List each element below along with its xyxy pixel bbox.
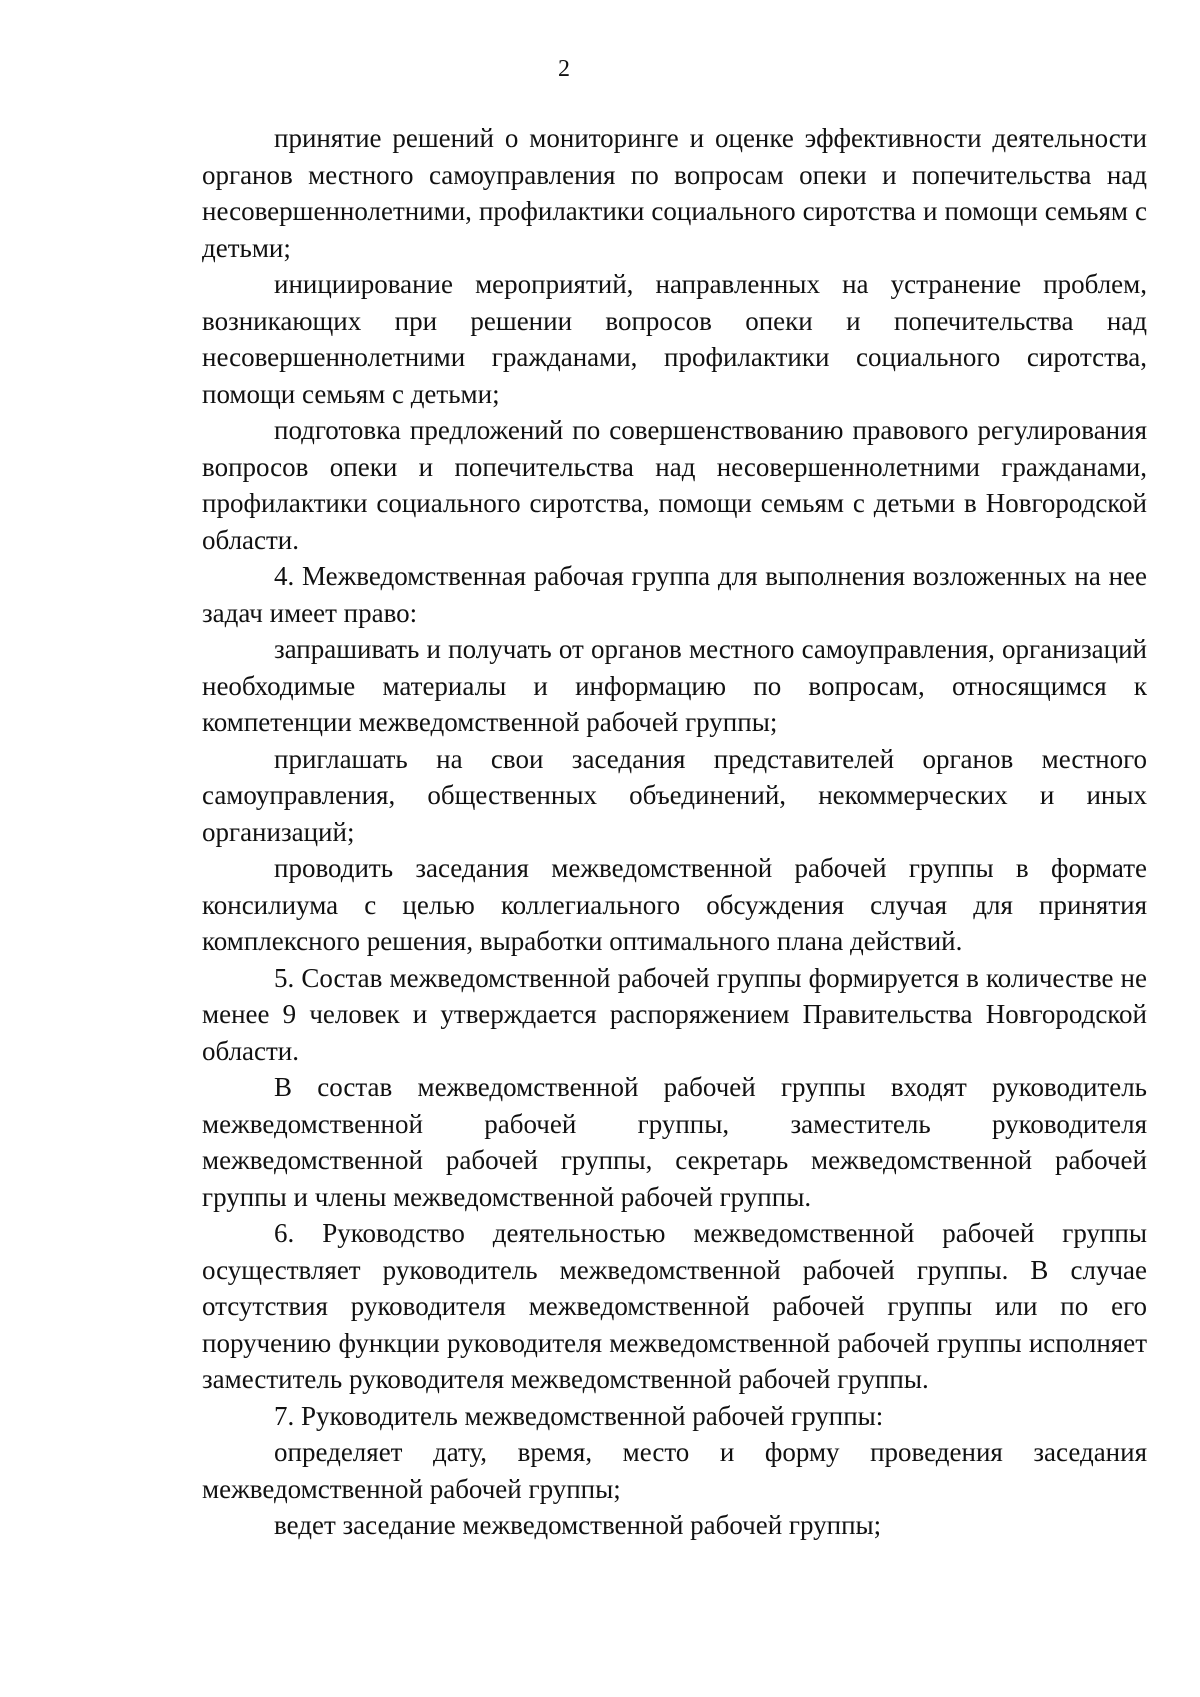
paragraph-section-7: 7. Руководитель межведомственной рабочей группы: <box>274 1400 884 1431</box>
document-body <box>202 120 1147 1544</box>
paragraph-determines-meeting: определяет дату, время, место и форму проведения заседания межведомственной рабочей группы; <box>202 1437 1147 1504</box>
paragraph-conducts-meeting: ведет заседание межведомственной рабочей группы; <box>274 1510 882 1540</box>
paragraph-invite-representatives: приглашать на свои заседания представителей органов местного самоуправления, общественных объединений, некоммерческих и иных организаций; <box>202 743 1147 847</box>
paragraph-section-4: 4. Межведомственная рабочая группа для выполнения возложенных на нее задач имеет право: <box>202 561 1147 628</box>
paragraph-request-materials: запрашивать и получать от органов местного самоуправления, организаций необходимые материалы и информацию по вопросам, относящимся к компетенции межведомственной рабочей группы; <box>202 634 1147 737</box>
paragraph-initiating-measures: инициирование мероприятий, направленных на устранение проблем, возникающих при решении вопросов опеки и попечительства над несовершеннолетними гражданами, профилактики социального сиротства, помощи семьям с детьми; <box>202 269 1147 409</box>
paragraph-preparing-proposals: подготовка предложений по совершенствованию правового регулирования вопросов опеки и попечительства над несовершеннолетними гражданами, профилактики социального сиротства, помощи семьям с детьми в Новгородской области. <box>202 415 1147 555</box>
page-number: 2 <box>558 56 570 82</box>
paragraph-group-composition: В состав межведомственной рабочей группы входят руководитель межведомственной рабочей группы, заместитель руководителя межведомственной рабочей группы, секретарь межведомственной рабочей группы и члены межведомственной рабочей группы. <box>202 1072 1147 1212</box>
paragraph-monitoring-decisions: принятие решений о мониторинге и оценке эффективности деятельности органов местного самоуправления по вопросам опеки и попечительства над несовершеннолетними, профилактики социального сиротства и помощи семьям с детьми; <box>202 123 1147 263</box>
paragraph-hold-consilium: проводить заседания межведомственной рабочей группы в формате консилиума с целью коллегиального обсуждения случая для принятия комплексного решения, выработки оптимального плана действий. <box>202 853 1147 956</box>
paragraph-section-6: 6. Руководство деятельностью межведомственной рабочей группы осуществляет руководитель межведомственной рабочей группы. В случае отсутствия руководителя межведомственной рабочей группы или по его поручению функции руководителя межведомственной рабочей группы исполняет заместитель руководителя межведомственной рабочей группы. <box>202 1218 1147 1394</box>
paragraph-section-5: 5. Состав межведомственной рабочей группы формируется в количестве не менее 9 человек и утверждается распоряжением Правительства Новгородской области. <box>202 962 1147 1066</box>
